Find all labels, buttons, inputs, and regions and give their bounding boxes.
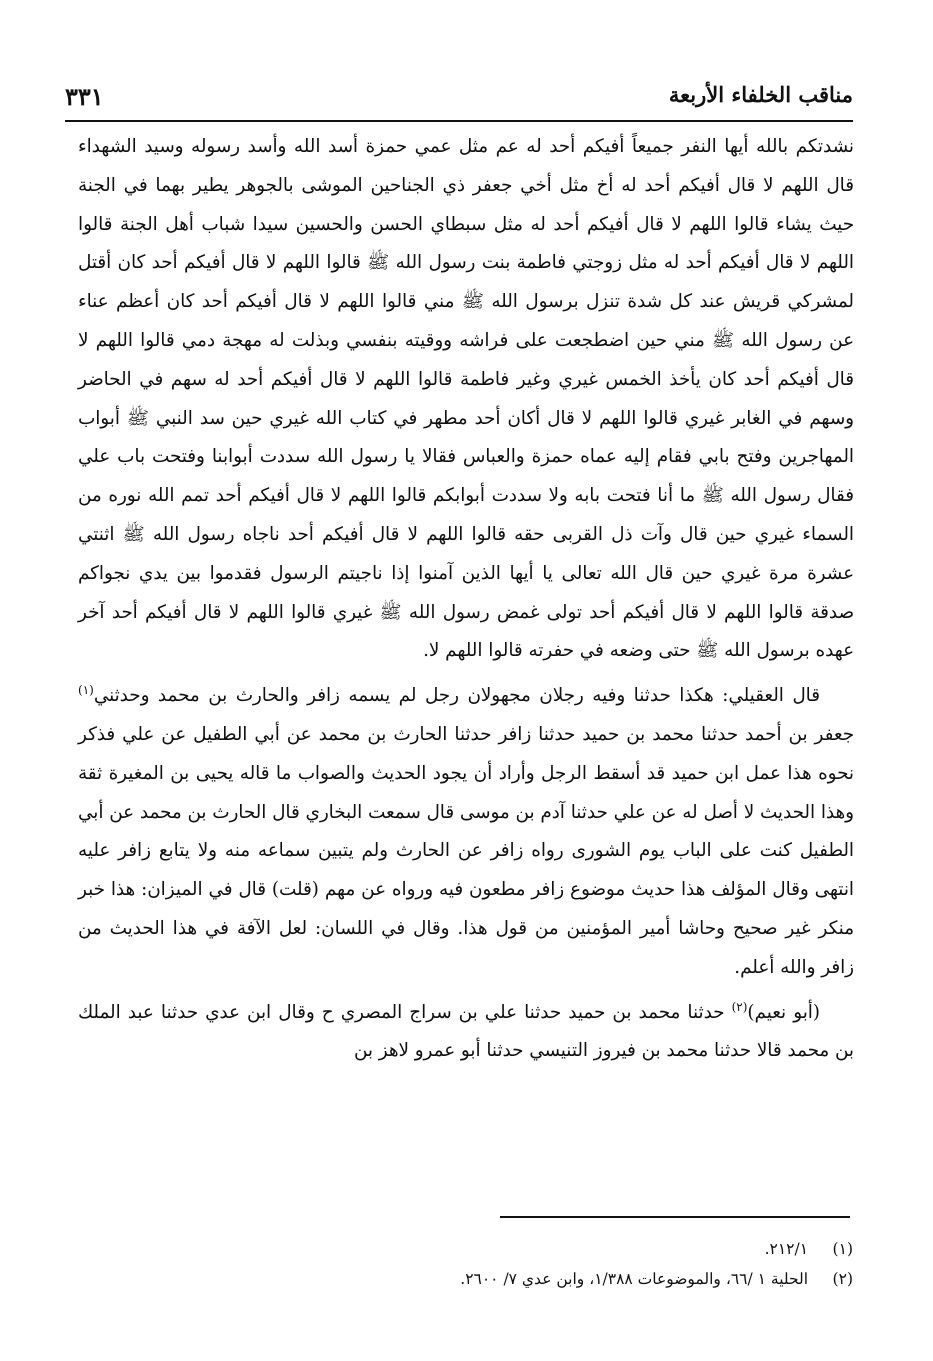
paragraph-3-text-b: حدثنا محمد بن حميد حدثنا علي بن سراج المصري ح وقال ابن عدي حدثنا عبد الملك بن محمد قالا حدثنا محمد بن فيروز التنيسي حدثنا أبو عمرو لاهز بن — [78, 1001, 854, 1062]
paragraph-3 — [78, 994, 854, 1072]
footnote-2-number: (٢) — [832, 1270, 853, 1288]
footnote-divider — [500, 1216, 850, 1218]
footnote-2-text: الحلية ١ /٦٦، والموضوعات ١/٣٨٨، وابن عدي ٧/ ٢٦٠٠. — [460, 1270, 809, 1288]
footnote-ref-2[interactable]: (٢) — [731, 999, 748, 1014]
page-number: ٣٣١ — [65, 82, 104, 111]
main-text — [78, 128, 854, 1071]
running-title: مناقب الخلفاء الأربعة — [668, 82, 853, 107]
header-divider — [65, 120, 853, 122]
paragraph-2 — [78, 677, 854, 987]
paragraph-2-text-a: قال العقيلي: هكذا حدثنا وفيه رجلان مجهولان رجل لم يسمه زافر والحارث بن محمد وحدثني — [93, 685, 820, 707]
paragraph-1-text: نشدتكم بالله أيها النفر جميعاً أفيكم أحد له عم مثل عمي حمزة أسد الله وأسد رسوله وسيد الشهداء قال اللهم لا قال أفيكم أحد له أخ مثل أخي جعفر ذي الجناحين الموشى بالجوهر يطير بهما في الجنة حيث يشاء قالوا اللهم لا قال أفيكم أحد له مثل سبطاي الحسن والحسين سيدا شباب أهل الجنة قالوا اللهم لا قال أفيكم أحد له مثل زوجتي فاطمة بنت رسول الله ﷺ قالوا اللهم لا قال أفيكم أحد كان أقتل لمشركي قريش عند كل شدة تنزل برسول الله ﷺ مني قالوا اللهم لا قال أفيكم أحد كان أعظم عناء عن رسول الله ﷺ مني حين اضطجعت على فراشه ووقيته بنفسي وبذلت له مهجة دمي قالوا اللهم لا قال أفيكم أحد كان يأخذ الخمس غيري وغير فاطمة قالوا اللهم لا قال أفيكم أحد له سهم في الحاضر وسهم في الغابر غيري قالوا اللهم لا قال أكان أحد مطهر في كتاب الله غيري حين سد النبي ﷺ أبواب المهاجرين وفتح بابي فقام إليه عماه حمزة والعباس فقالا يا رسول الله سددت أبوابنا وفتحت باب علي فقال رسول الله ﷺ ما أنا فتحت بابه ولا سددت أبوابكم قالوا اللهم لا قال أفيكم أحد تمم الله نوره من السماء غيري حين قال وآت ذل القربى حقه قالوا اللهم لا قال أفيكم أحد ناجاه رسول الله ﷺ اثنتي عشرة مرة غيري حين قال الله تعالى يا أيها الذين آمنوا إذا ناجيتم الرسول فقدموا بين يدي نجواكم صدقة قالوا اللهم لا قال أفيكم أحد تولى غمض رسول الله ﷺ غيري قالوا اللهم لا قال أفيكم أحد آخر عهده برسول الله ﷺ حتى وضعه في حفرته قالوا اللهم لا. — [78, 136, 854, 662]
footnote-1-number: (١) — [832, 1240, 853, 1258]
page-header — [65, 82, 853, 120]
footnote-1-text: ٢١٢/١. — [764, 1240, 809, 1258]
footnote-2 — [300, 1264, 853, 1294]
paragraph-2-text-b: جعفر بن أحمد حدثنا محمد بن حميد حدثنا زافر حدثنا الحارث بن محمد عن أبي الطفيل عن علي فذكر نحوه هذا عمل ابن حميد قد أسقط الرجل وأراد أن يجود الحديث والصواب ما قاله يحيى بن المغيرة ثقة وهذا الحديث لا أصل له عن علي حدثنا آدم بن موسى قال سمعت البخاري قال الحارث بن محمد عن أبي الطفيل كنت على الباب يوم الشورى رواه زافر عن الحارث ولم يتبين سماعه منه ولا يتابع زافر عليه انتهى وقال المؤلف هذا حديث موضوع زافر مطعون فيه ورواه عن مهم (قلت) قال في الميزان: هذا خبر منكر غير صحيح وحاشا أمير المؤمنين من قول هذا. وقال في اللسان: لعل الآفة في هذا الحديث من زافر والله أعلم. — [78, 723, 854, 978]
footnote-1 — [300, 1234, 853, 1264]
footnotes — [300, 1234, 853, 1294]
paragraph-3-text-a: (أبو نعيم) — [747, 1001, 821, 1023]
footnote-ref-1[interactable]: (١) — [78, 683, 94, 698]
paragraph-1 — [78, 128, 854, 671]
